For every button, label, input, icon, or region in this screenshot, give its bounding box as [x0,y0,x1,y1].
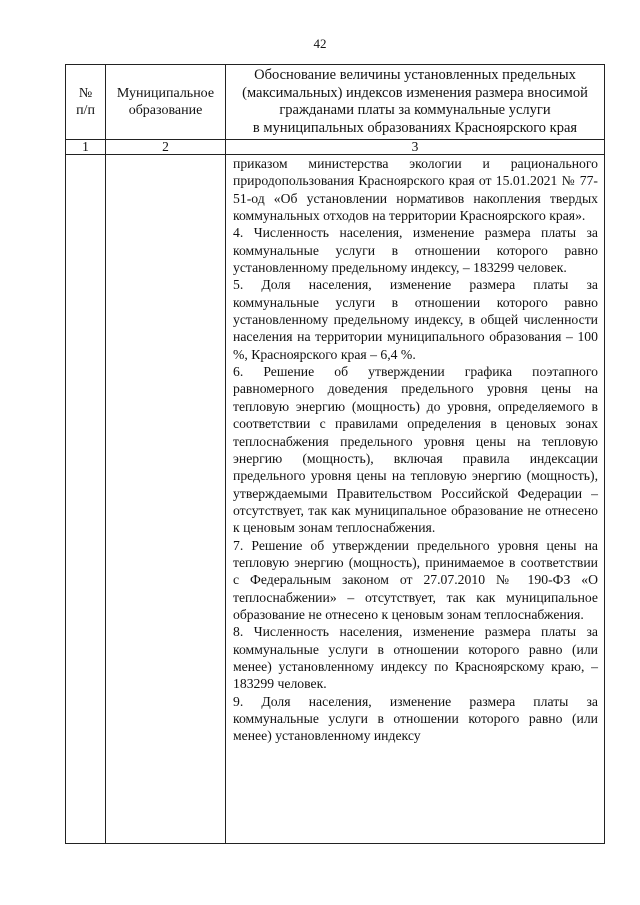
column-index: 3 [226,140,605,155]
header-municipality-line: образование [128,103,203,118]
justification-paragraph: 8. Численность населения, изменение размера платы за коммунальные услуги в отношении которого равно (или менее) установленному индексу по Красноярскому краю, – 183299 человек. [233,624,598,692]
justification-paragraph: 7. Решение об утверждении предельного уровня цены на тепловую энергию (мощность), принимаемое в соответствии с Федеральным законом от 27.07.2010 № 190-ФЗ «О теплоснабжении» – отсутствует, так как муниципальное образование не отнесено к ценовым зонам теплоснабжения. [233,537,598,622]
header-number [66,65,106,140]
column-index-row [66,140,605,155]
row-number-cell [66,155,106,844]
header-justification-line: гражданами платы за коммунальные услуги [279,102,551,118]
header-municipality [106,65,226,140]
header-justification-line: Обоснование величины установленных предельных [254,67,576,83]
row-municipality-cell [106,155,226,844]
justification-paragraph: 6. Решение об утверждении графика поэтапного равномерного доведения предельного уровня цены на тепловую энергию (мощность) до уровня, определяемого в соответствии с правилами определения в ценовых зонах теплоснабжения предельного уровня цены на тепловую энергию (мощность), включая правила индексации предельного уровня цены на тепловую энергию (мощность), утверждаемыми Правительством Российской Федерации – отсутствует, так как муниципальное образование не отнесено к ценовым зонам теплоснабжения. [233,364,598,536]
page-number: 42 [313,36,327,51]
header-justification [226,65,605,140]
justification-paragraph: 9. Доля населения, изменение размера платы за коммунальные услуги в отношении которого равно (или менее) установленному индексу [233,693,598,744]
table-header-row [66,65,605,140]
header-municipality-line: Муниципальное [116,86,215,101]
justification-table [65,64,605,844]
justification-paragraph: 5. Доля населения, изменение размера платы за коммунальные услуги в отношении которого равно установленному предельному индексу, в общей численности населения на территории муниципального образования – 100 %, Красноярского края – 6,4 %. [233,277,598,362]
row-justification-cell [226,155,605,844]
header-justification-line: в муниципальных образованиях Красноярского края [252,119,578,136]
table-row [66,155,605,844]
column-index: 1 [66,140,106,155]
justification-paragraph: 4. Численность населения, изменение размера платы за коммунальные услуги в отношении которого равно установленному предельному индексу, – 183299 человек. [233,225,598,276]
header-number-line: № [78,86,93,101]
header-justification-line: (максимальных) индексов изменения размера вносимой [242,84,588,101]
column-index: 2 [106,140,226,155]
justification-paragraph: приказом министерства экологии и рационального природопользования Красноярского края от 15.01.2021 № 77-51-од «Об установлении нормативов накопления твердых коммунальных отходов на территории Красноярского края». [233,156,598,224]
header-number-line: п/п [76,103,95,118]
